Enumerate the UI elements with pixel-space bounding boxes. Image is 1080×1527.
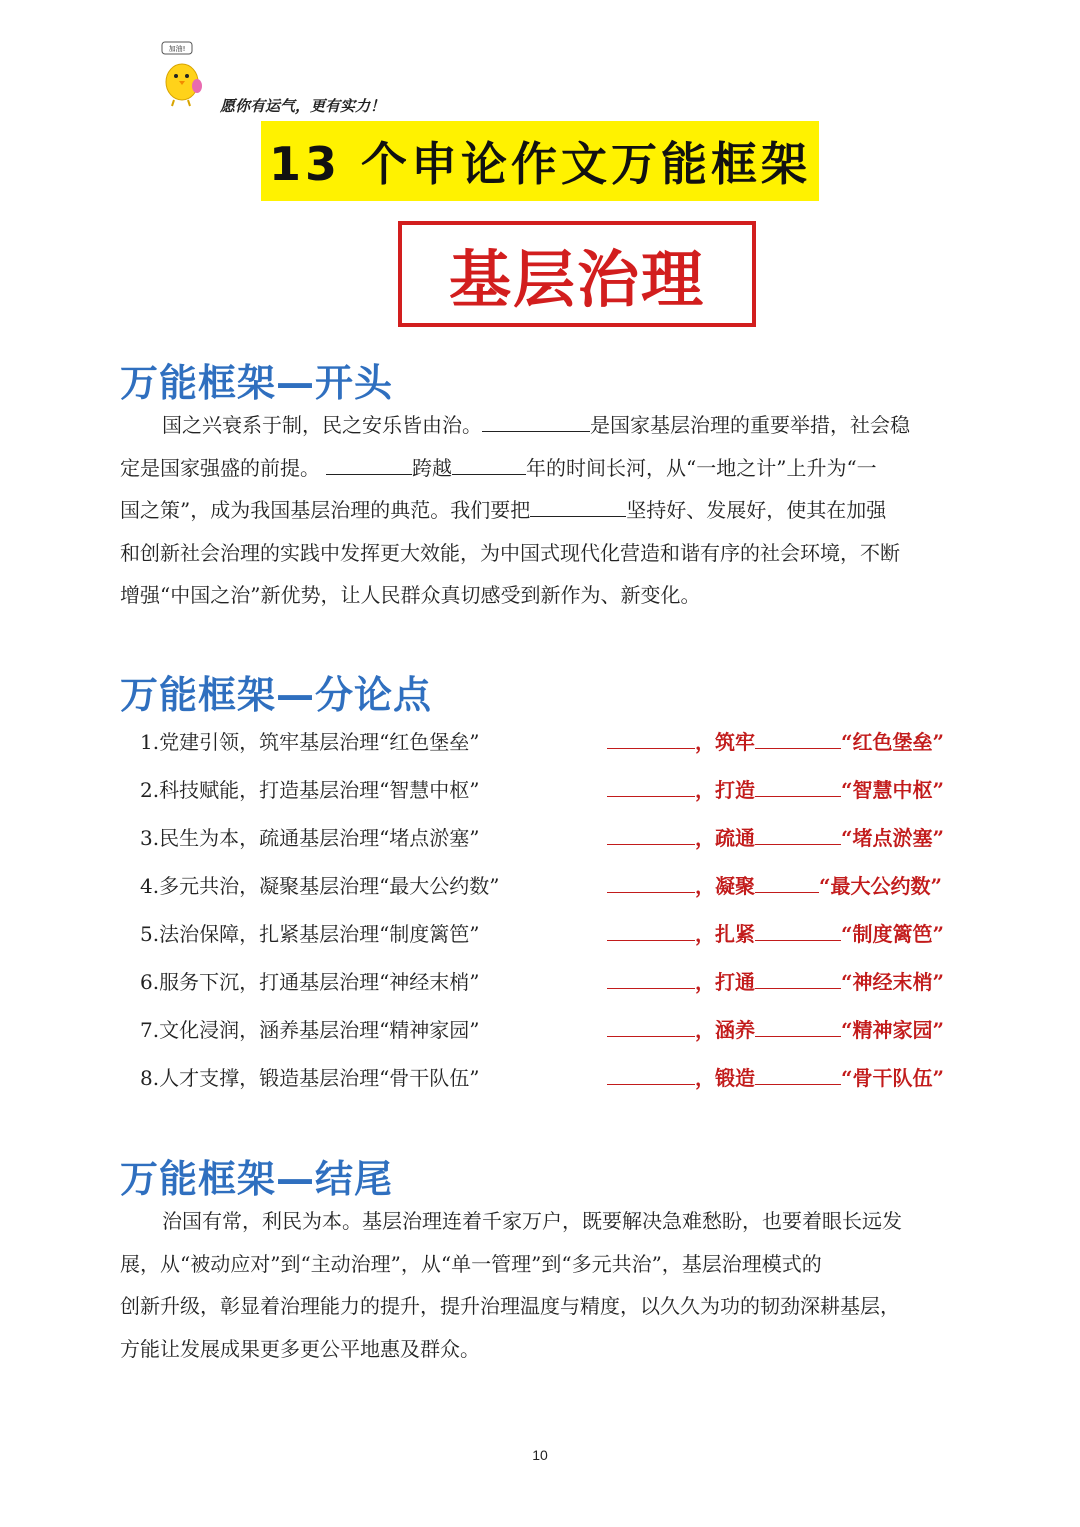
point-verb: ，筑牢 — [695, 730, 755, 754]
point-template — [607, 870, 942, 899]
point-row — [140, 726, 970, 762]
point-row — [140, 774, 970, 810]
opening-line-4: 和创新社会治理的实践中发挥更大效能，为中国式现代化营造和谐有序的社会环境，不断 — [120, 540, 900, 565]
opening-line-1b: 是国家基层治理的重要举措，社会稳 — [590, 413, 910, 437]
fill-blank — [755, 872, 819, 893]
fill-blank — [607, 1016, 695, 1037]
point-template — [607, 822, 944, 851]
fill-blank — [607, 872, 695, 893]
ending-line-3: 创新升级，彰显着治理能力的提升，提升治理温度与精度，以久久为功的韧劲深耕基层， — [120, 1294, 900, 1318]
fill-blank — [530, 496, 626, 517]
opening-heading: 万能框架—开头 — [120, 361, 394, 405]
opening-line-2c: 年的时间长河，从“一地之计”上升为“一 — [526, 455, 877, 480]
point-verb: ，疏通 — [695, 826, 755, 850]
point-verb: ，涵养 — [695, 1018, 755, 1042]
point-template — [607, 918, 944, 947]
fill-blank — [607, 728, 695, 749]
ending-heading: 万能框架—结尾 — [120, 1157, 394, 1201]
point-template — [607, 1014, 944, 1043]
point-quote: “神经末梢” — [841, 970, 945, 994]
opening-line-3a: 国之策”，成为我国基层治理的典范。我们要把 — [120, 498, 531, 522]
fill-blank — [755, 824, 841, 845]
point-verb: ，打通 — [695, 970, 755, 994]
fill-blank — [607, 920, 695, 941]
fill-blank — [755, 776, 841, 797]
point-quote: “制度篱笆” — [841, 922, 945, 946]
point-quote: “精神家园” — [841, 1018, 945, 1042]
point-template — [607, 726, 944, 755]
point-title: 7.文化浸润，涵养基层治理“精神家园” — [140, 1018, 480, 1042]
mascot-badge-text: 加油! — [168, 45, 186, 53]
chick-mascot-icon — [160, 40, 210, 108]
ending-line-4: 方能让发展成果更多更公平地惠及群众。 — [120, 1336, 480, 1361]
point-title: 8.人才支撑，锻造基层治理“骨干队伍” — [140, 1066, 480, 1090]
point-title: 6.服务下沉，打通基层治理“神经末梢” — [140, 970, 480, 994]
opening-line-3b: 坚持好、发展好，使其在加强 — [626, 498, 887, 522]
point-quote: “智慧中枢” — [841, 778, 945, 802]
point-row — [140, 918, 970, 954]
point-row — [140, 870, 970, 906]
fill-blank — [452, 454, 526, 475]
point-row — [140, 1062, 970, 1098]
point-quote: “骨干队伍” — [841, 1066, 945, 1090]
topic-title: 基层治理 — [448, 242, 705, 316]
page-number: 10 — [532, 1447, 548, 1463]
point-title: 2.科技赋能，打造基层治理“智慧中枢” — [140, 778, 480, 802]
point-title: 1.党建引领，筑牢基层治理“红色堡垒” — [140, 730, 480, 754]
point-row — [140, 822, 970, 858]
ending-line-1: 治国有常，利民为本。基层治理连着千家万户，既要解决急难愁盼，也要着眼长远发 — [162, 1209, 902, 1233]
ending-paragraph — [120, 1200, 962, 1370]
point-verb: ，打造 — [695, 778, 755, 802]
fill-blank — [326, 454, 412, 475]
point-title: 5.法治保障，扎紧基层治理“制度篱笆” — [140, 922, 480, 946]
fill-blank — [755, 1064, 841, 1085]
opening-line-2b: 跨越 — [412, 455, 452, 480]
fill-blank — [755, 728, 841, 749]
point-verb: ，锻造 — [695, 1066, 755, 1090]
ending-line-2: 展，从“被动应对”到“主动治理”，从“单一管理”到“多元共治”，基层治理模式的 — [120, 1251, 822, 1276]
fill-blank — [607, 776, 695, 797]
fill-blank — [755, 968, 841, 989]
point-template — [607, 966, 944, 995]
point-verb: ，凝聚 — [695, 874, 755, 898]
page-title: 13 个申论作文万能框架 — [268, 137, 812, 191]
point-row — [140, 1014, 970, 1050]
opening-line-1a: 国之兴衰系于制，民之安乐皆由治。 — [162, 413, 482, 437]
opening-line-5: 增强“中国之治”新优势，让人民群众真切感受到新作为、新变化。 — [120, 583, 701, 607]
topic-box — [398, 221, 756, 327]
motto-text: 愿你有运气，更有实力！ — [220, 97, 386, 115]
point-quote: “最大公约数” — [819, 874, 943, 898]
opening-line-2a: 定是国家强盛的前提。 — [120, 455, 320, 480]
point-template — [607, 1062, 944, 1091]
fill-blank — [607, 968, 695, 989]
point-row — [140, 966, 970, 1002]
fill-blank — [607, 824, 695, 845]
point-title: 3.民生为本，疏通基层治理“堵点淤塞” — [140, 826, 480, 850]
fill-blank — [482, 411, 590, 432]
point-quote: “堵点淤塞” — [841, 826, 945, 850]
fill-blank — [755, 1016, 841, 1037]
point-title: 4.多元共治，凝聚基层治理“最大公约数” — [140, 874, 500, 898]
fill-blank — [607, 1064, 695, 1085]
title-banner — [261, 121, 819, 201]
point-quote: “红色堡垒” — [841, 730, 945, 754]
opening-paragraph — [120, 404, 962, 617]
points-heading: 万能框架—分论点 — [120, 673, 433, 717]
point-template — [607, 774, 944, 803]
fill-blank — [755, 920, 841, 941]
point-verb: ，扎紧 — [695, 922, 755, 946]
